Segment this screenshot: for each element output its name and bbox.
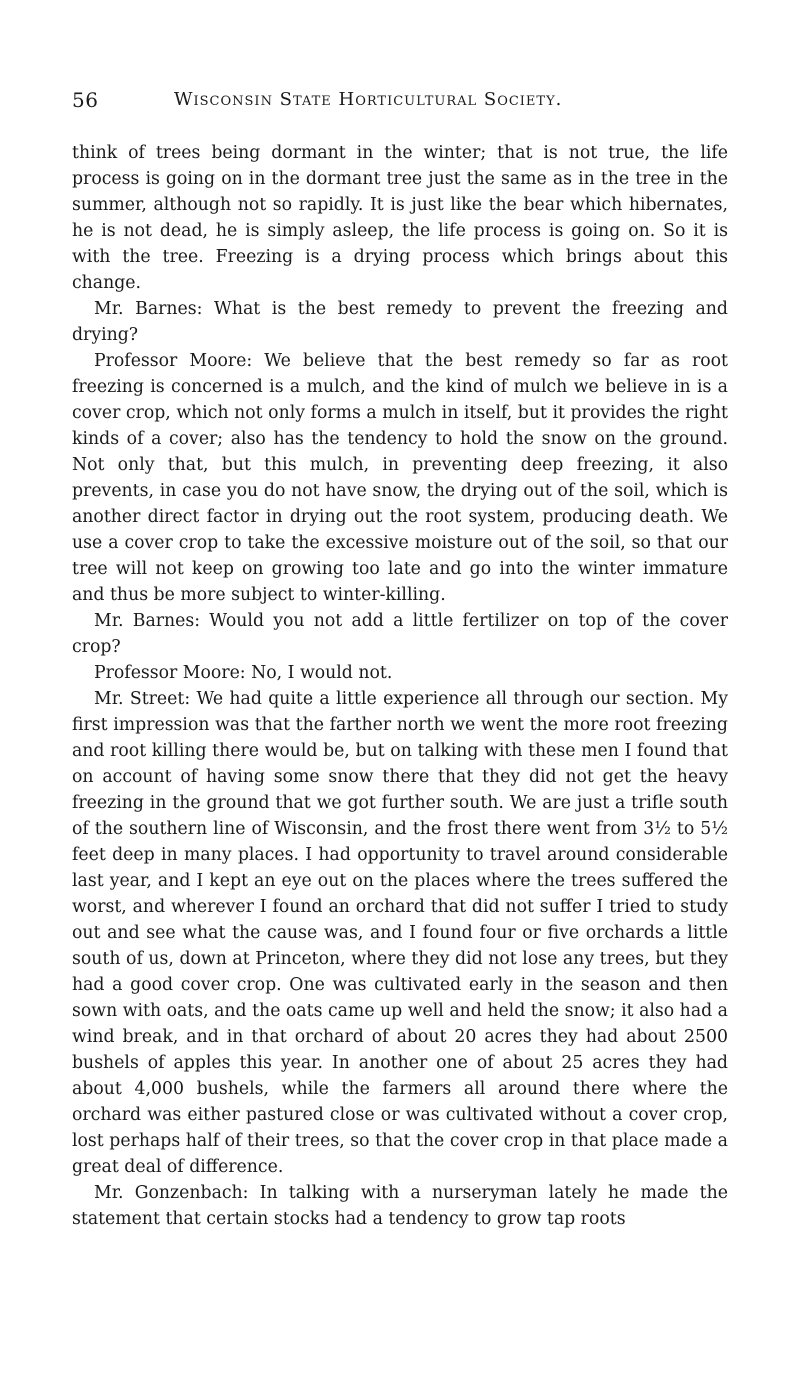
paragraph-gonzenbach: Mr. Gonzenbach: In talking with a nurseryman lately he made the statement that certain stocks had a tendency to grow tap roots — [72, 1183, 728, 1229]
paragraph-moore-answer: Professor Moore: We believe that the best remedy so far as root freezing is concerned is a mulch, and the kind of mulch we believe in is a cover crop, which not only forms a mulch in itself, but it provides the right kinds of a cover; also has the tendency to hold the snow on the ground. Not only that, but this mulch, in preventing deep freezing, it also prevents, in case you do not have snow, the drying out of the soil, which is another direct factor in drying out the root system, producing death. We use a cover crop to take the excessive moisture out of the soil, so that our tree will not keep on growing too late and go into the winter immature and thus be more subject to winter-killing. — [72, 351, 728, 605]
paragraph-barnes-fertilizer: Mr. Barnes: Would you not add a little fertilizer on top of the cover crop? — [72, 611, 728, 657]
paragraph-street-experience: Mr. Street: We had quite a little experience all through our section. My first impression was that the farther north we went the more root freezing and root killing there would be, but on talking with these men I found that on account of having some snow there that they did not get the heavy freezing in the ground that we got further south. We are just a trifle south of the southern line of Wisconsin, and the frost there went from 3½ to 5½ feet deep in many places. I had opportunity to travel around considerable last year, and I kept an eye out on the places where the trees suffered the worst, and wherever I found an orchard that did not suffer I tried to study out and see what the cause was, and I found four or five orchards a little south of us, down at Princeton, where they did not lose any trees, but they had a good cover crop. One was cultivated early in the season and then sown with oats, and the oats came up well and held the snow; it also had a wind break, and in that orchard of about 20 acres they had about 2500 bushels of apples this year. In another one of about 25 acres they had about 4,000 bushels, while the farmers all around there where the orchard was either pastured close or was cultivated without a cover crop, lost perhaps half of their trees, so that the cover crop in that place made a great deal of difference. — [72, 689, 728, 1177]
page-header — [72, 88, 728, 118]
page-number: 56 — [72, 88, 99, 112]
paragraph-moore-reply: Professor Moore: No, I would not. — [94, 663, 393, 683]
paragraph-continued: think of trees being dormant in the winter; that is not true, the life process is going on in the dormant tree just the same as in the tree in the summer, although not so rapidly. It is just like the bear which hibernates, he is not dead, he is simply asleep, the life process is going on. So it is with the tree. Freezing is a drying process which brings about this change. — [72, 143, 728, 293]
running-title: Wisconsin State Horticultural Society. — [174, 89, 563, 110]
paragraph-barnes-question: Mr. Barnes: What is the best remedy to prevent the freezing and drying? — [72, 299, 728, 345]
body-text — [72, 140, 728, 1232]
